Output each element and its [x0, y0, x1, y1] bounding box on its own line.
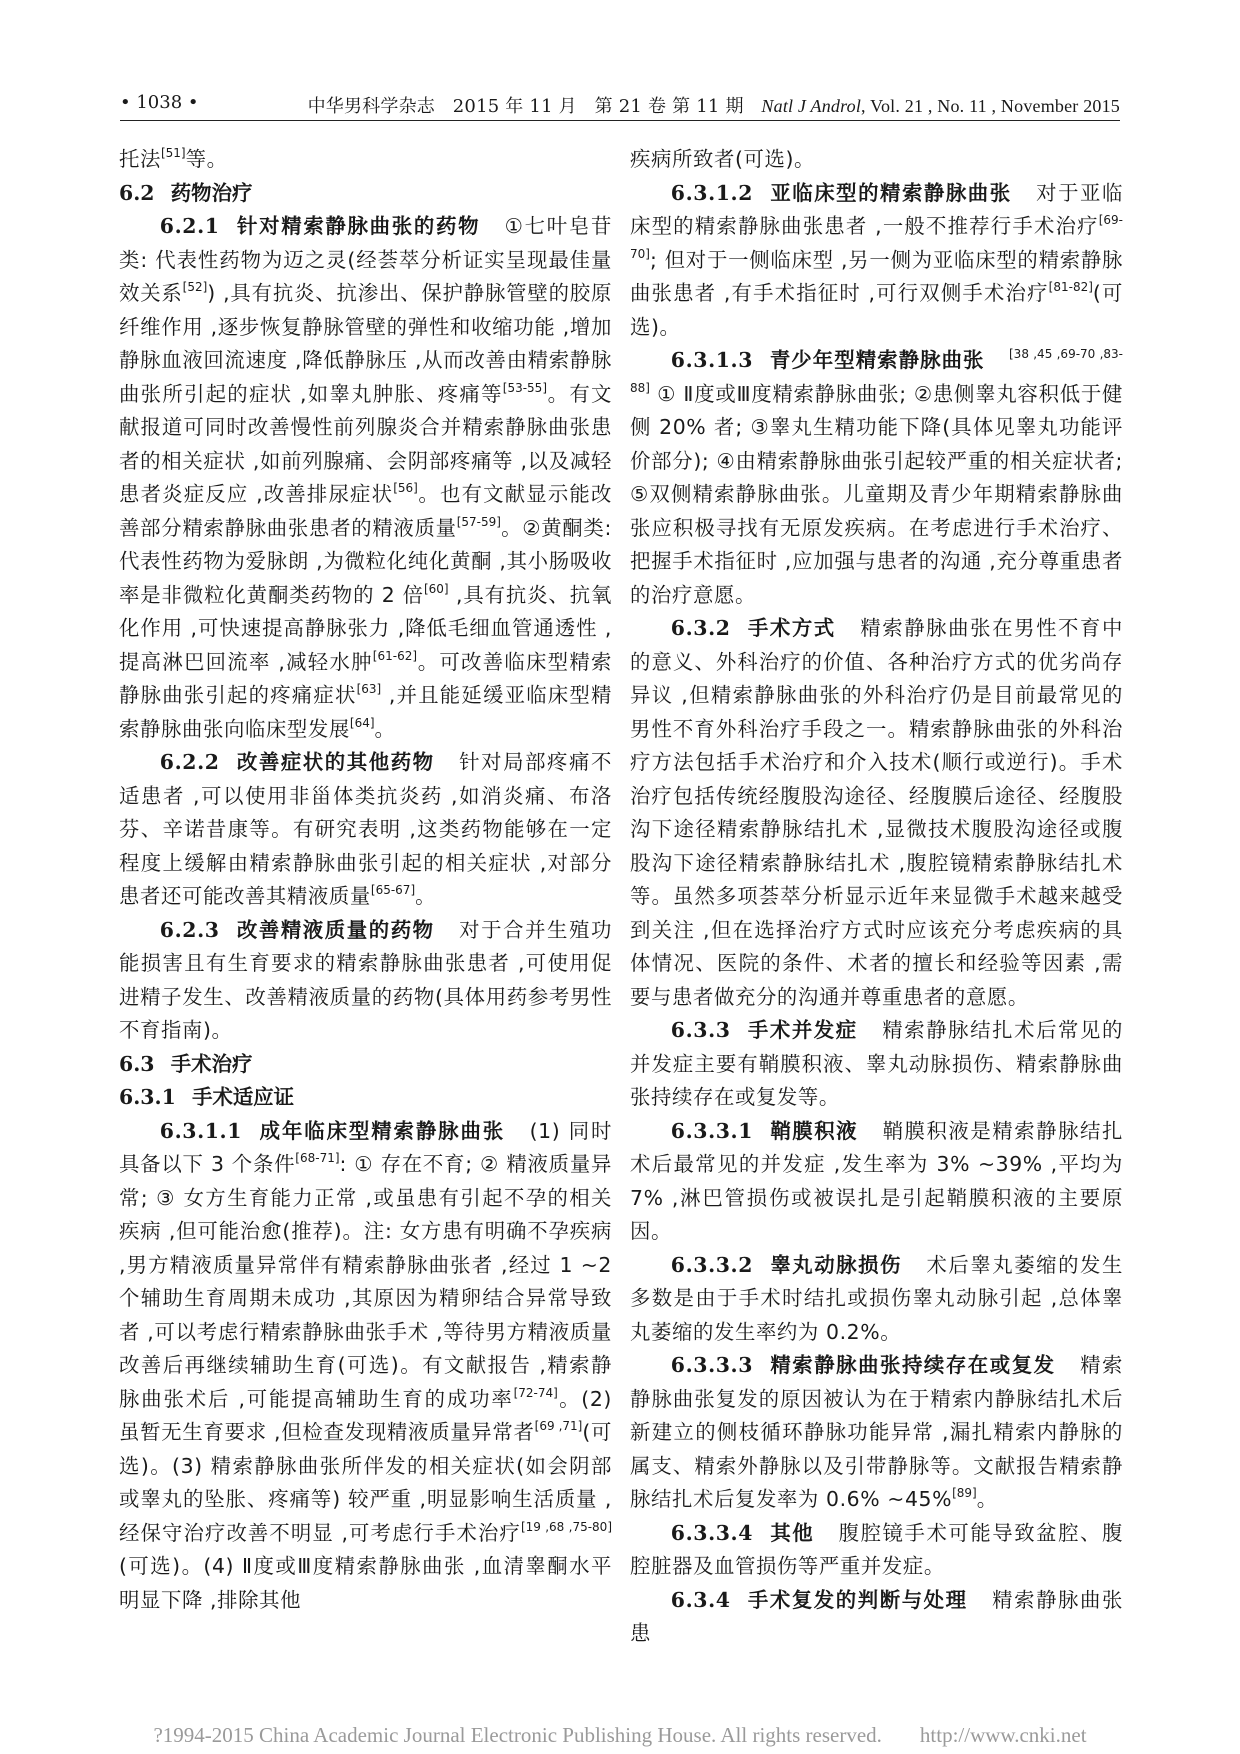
- subsection-number: 6.3.3.4: [670, 1520, 754, 1545]
- citation-ref[interactable]: [61-62]: [372, 648, 418, 663]
- subsection-number: 6.3.3: [670, 1018, 731, 1042]
- subsection-number: 6.3.3.2: [670, 1252, 754, 1277]
- text-run: (1) 同时具备以下 3 个条件: [119, 1118, 613, 1176]
- citation-ref[interactable]: [63]: [356, 682, 382, 696]
- volume-issue-en: , Vol. 21 , No. 11 , November 2015: [861, 96, 1120, 116]
- text-run: ① Ⅱ度或Ⅲ度精索静脉曲张; ②患侧睾丸容积低于健侧 20% 者; ③睾丸生精功能下降(具体见睾丸功能评价部分); ④由精索静脉曲张引起较严重的相关症状者; ⑤双侧精索静脉曲张。儿童期及青少年期精索静脉曲张应积极寻找有无原发疾病。在考虑进行手术治疗、把握手术指征时 ,应加强与患者的沟通 ,充分尊重患者的治疗意愿。: [630, 381, 1123, 607]
- copyright-text: ?1994-2015 China Academic Journal Electronic Publishing House. All rights reserved.: [153, 1723, 882, 1747]
- citation-ref[interactable]: [89]: [952, 1486, 977, 1500]
- section-title: 药物治疗: [170, 180, 253, 205]
- subsection-number: 6.3.3.3: [670, 1353, 754, 1377]
- subsection-title: 其他: [769, 1520, 815, 1545]
- text-run: 疾病所致者(可选)。: [630, 147, 816, 171]
- body-paragraph: [119, 914, 612, 1048]
- section-number: 6.2: [119, 180, 155, 205]
- body-paragraph: [630, 1014, 1123, 1115]
- citation-ref[interactable]: [64]: [349, 715, 375, 730]
- body-paragraph: [630, 1584, 1123, 1651]
- body-paragraph: [119, 143, 612, 177]
- body-paragraph: [630, 1517, 1123, 1584]
- subsection-title: 亚临床型的精索静脉曲张: [769, 180, 1012, 205]
- text-run: 腹腔镜手术可能导致盆腔、腹腔脏器及血管损伤等严重并发症。: [630, 1520, 1123, 1578]
- section-heading: [119, 1081, 612, 1115]
- citation-ref[interactable]: [19 ,68 ,75-80]: [520, 1519, 612, 1534]
- subsection-title: 改善精液质量的药物: [235, 917, 435, 942]
- text-run: 对于合并生殖功能损害且有生育要求的精索静脉曲张患者 ,可使用促进精子发生、改善精液质量的药物(具体用药参考男性不育指南)。: [119, 917, 612, 1042]
- citation-ref[interactable]: [65-67]: [370, 883, 416, 897]
- running-header: [120, 86, 1120, 121]
- text-run: 等。: [185, 147, 228, 171]
- subsection-title: 鞘膜积液: [769, 1118, 859, 1143]
- text-run: 对于亚临床型的精索静脉曲张患者 ,一般不推荐行手术治疗: [630, 180, 1123, 238]
- body-paragraph: [630, 143, 1123, 177]
- citation-ref[interactable]: [57-59]: [456, 514, 501, 529]
- subsection-title: 青少年型精索静脉曲张: [769, 348, 985, 372]
- text-run: ) ,具有抗炎、抗渗出、保护静脉管壁的胶原纤维作用 ,逐步恢复静脉管壁的弹性和收缩功能 ,增加静脉血液回流速度 ,降低静脉压 ,从而改善由精索静脉曲张所引起的症状 ,如睾丸肿胀、疼痛等: [119, 281, 612, 406]
- section-heading: [119, 1048, 612, 1082]
- text-run: 精索静脉曲张在男性不育中的意义、外科治疗的价值、各种治疗方式的优劣尚存异议 ,但精索静脉曲张的外科治疗仍是目前最常见的男性不育外科治疗手段之一。精索静脉曲张的外科治疗方法包括手术治疗和介入技术(顺行或逆行)。手术治疗包括传统经腹股沟途径、经腹膜后途径、经腹股沟下途径精索静脉结扎术 ,显微技术腹股沟途径或腹股沟下途径精索静脉结扎术 ,腹腔镜精索静脉结扎术等。虽然多项荟萃分析显示近年来显微手术越来越受到关注 ,但在选择治疗方式时应该充分考虑疾病的具体情况、医院的条件、术者的擅长和经验等因素 ,需要与患者做充分的沟通并尊重患者的意愿。: [630, 616, 1123, 1009]
- text-run: 。: [374, 716, 396, 741]
- body-paragraph: [119, 746, 612, 914]
- citation-ref[interactable]: [69 ,71]: [534, 1419, 583, 1433]
- text-run: 托法: [119, 147, 161, 171]
- text-run: 。: [976, 1487, 998, 1511]
- page-number: • 1038 •: [120, 92, 199, 113]
- text-run: 。也有文献显示能改善部分精索静脉曲张患者的精液质量: [119, 482, 612, 540]
- text-run: 针对局部疼痛不适患者 ,可以使用非甾体类抗炎药 ,如消炎痛、布洛芬、辛诺昔康等。有研究表明 ,这类药物能够在一定程度上缓解由精索静脉曲张引起的相关症状 ,对部分患者还可能改善其精液质量: [119, 750, 612, 908]
- section-heading: [119, 177, 612, 211]
- copyright-footer: [0, 1723, 1240, 1748]
- text-run: (可选)。(4) Ⅱ度或Ⅲ度精索静脉曲张 ,血清睾酮水平明显下降 ,排除其他: [119, 1554, 612, 1612]
- journal-name-cn: 中华男科学杂志: [307, 96, 436, 117]
- section-number: 6.3: [119, 1051, 155, 1076]
- citation-ref[interactable]: [60]: [423, 581, 449, 596]
- text-run: (可选)。(3) 精索静脉曲张所伴发的相关症状(如会阴部或睾丸的坠胀、疼痛等) 较严重 ,明显影响生活质量 ,经保守治疗改善不明显 ,可考虑行手术治疗: [119, 1420, 613, 1545]
- subsection-number: 6.3.1.1: [159, 1118, 243, 1143]
- section-title: 手术治疗: [170, 1051, 253, 1076]
- subsection-title: 精索静脉曲张持续存在或复发: [769, 1353, 1056, 1377]
- subsection-number: 6.3.1.3: [670, 348, 754, 372]
- body-paragraph: [119, 1115, 612, 1618]
- subsection-number: 6.2.3: [159, 917, 220, 942]
- journal-name-en: Natl J Androl: [761, 96, 862, 116]
- left-column: [119, 143, 612, 1617]
- footer-url: http://www.cnki.net: [919, 1723, 1087, 1747]
- text-run: 。②黄酮类: 代表性药物为爱脉朗 ,为微粒化纯化黄酮 ,其小肠吸收率是非微粒化黄酮类药物的 2 倍: [119, 515, 612, 607]
- text-run: 。有文献报道可同时改善慢性前列腺炎合并精索静脉曲张患者的相关症状 ,如前列腺痛、会阴部疼痛等 ,以及减轻患者炎症反应 ,改善排尿症状: [119, 381, 612, 506]
- text-run: 。: [415, 884, 437, 908]
- text-run: : ① 存在不育; ② 精液质量异常; ③ 女方生育能力正常 ,或虽患有引起不孕的相关疾病 ,但可能治愈(推荐)。注: 女方患有明确不孕疾病 ,男方精液质量异常伴有精索静脉曲张者 ,经过 1 ~2 个辅助生育周期未成功 ,其原因为精卵结合异常导致者 ,可以考虑行精索静脉曲张手术 ,等待男方精液质量改善后再继续辅助生育(可选)。有文献报告 ,精索静脉曲张术后 ,可能提高辅助生育的成功率: [119, 1152, 612, 1411]
- text-run: 精索静脉结扎术后常见的并发症主要有鞘膜积液、睾丸动脉损伤、精索静脉曲张持续存在或复发等。: [630, 1018, 1124, 1109]
- subsection-title: 手术并发症: [746, 1018, 858, 1042]
- citation-ref[interactable]: [56]: [393, 481, 418, 495]
- subsection-number: 6.3.3.1: [670, 1118, 754, 1143]
- body-paragraph: [119, 210, 612, 746]
- body-paragraph: [630, 177, 1123, 345]
- citation-ref[interactable]: [52]: [182, 280, 208, 294]
- text-run: ; 但对于一侧临床型 ,另一侧为亚临床型的精索静脉曲张患者 ,有手术指征时 ,可行双侧手术治疗: [630, 247, 1123, 305]
- subsection-title: 睾丸动脉损伤: [769, 1252, 902, 1277]
- subsection-title: 手术复发的判断与处理: [746, 1587, 968, 1612]
- citation-ref[interactable]: [72-74]: [513, 1385, 558, 1400]
- text-run: ,具有抗炎、抗氧化作用 ,可快速提高静脉张力 ,降低毛细血管通透性 ,提高淋巴回流率 ,减轻水肿: [119, 582, 612, 674]
- body-paragraph: [630, 612, 1123, 1014]
- right-column: [630, 143, 1123, 1651]
- subsection-title: 改善症状的其他药物: [235, 750, 435, 774]
- citation-ref[interactable]: [53-55]: [502, 380, 547, 395]
- body-paragraph: [630, 344, 1123, 612]
- text-run: 。可改善临床型精索静脉曲张引起的疼痛症状: [119, 649, 612, 707]
- subsection-number: 6.3.2: [670, 616, 731, 640]
- text-run: 精索静脉曲张复发的原因被认为在于精索内静脉结扎术后新建立的侧枝循环静脉功能异常 ,漏扎精索内静脉的属支、精索外静脉以及引带静脉等。文献报告精索静脉结扎术后复发率为 0.6% ~45%: [630, 1353, 1123, 1511]
- body-paragraph: [630, 1349, 1123, 1517]
- text-run: ①七叶皂苷类: 代表性药物为迈之灵(经荟萃分析证实呈现最佳量效关系: [119, 214, 612, 305]
- subsection-number: 6.2.1: [159, 214, 220, 238]
- section-number: 6.3.1: [119, 1085, 176, 1109]
- issue-date-cn: 2015 年 11 月: [452, 96, 577, 117]
- citation-ref[interactable]: [81-82]: [1048, 280, 1093, 294]
- text-run: (可选)。: [630, 281, 1124, 339]
- journal-info: [308, 92, 1120, 118]
- subsection-title: 成年临床型精索静脉曲张: [258, 1118, 506, 1143]
- subsection-title: 针对精索静脉曲张的药物: [235, 214, 481, 238]
- text-run: 鞘膜积液是精索静脉结扎术后最常见的并发症 ,发生率为 3% ~39% ,平均为 7% ,淋巴管损伤或被误扎是引起鞘膜积液的主要原因。: [630, 1118, 1123, 1243]
- citation-ref[interactable]: [69-70]: [630, 213, 1123, 261]
- subsection-title: 手术方式: [746, 616, 836, 640]
- body-paragraph: [630, 1249, 1123, 1350]
- citation-ref[interactable]: [51]: [160, 146, 186, 160]
- volume-issue-cn: 第 21 卷 第 11 期: [594, 96, 744, 117]
- text-run: 精索静脉曲张患: [630, 1587, 1123, 1645]
- citation-ref[interactable]: [68-71]: [295, 1151, 340, 1165]
- body-paragraph: [630, 1115, 1123, 1249]
- text-run: 术后睾丸萎缩的发生多数是由于手术时结扎或损伤睾丸动脉引起 ,总体睾丸萎缩的发生率约为 0.2%。: [630, 1252, 1123, 1344]
- text-run: 。(2) 虽暂无生育要求 ,但检查发现精液质量异常者: [119, 1386, 612, 1444]
- subsection-number: 6.3.4: [670, 1587, 731, 1612]
- citation-ref[interactable]: [38 ,45 ,69-70 ,83-88]: [630, 347, 1124, 395]
- section-title: 手术适应证: [192, 1085, 295, 1109]
- subsection-number: 6.2.2: [159, 750, 220, 774]
- text-run: ,并且能延缓亚临床型精索静脉曲张向临床型发展: [119, 683, 612, 741]
- subsection-number: 6.3.1.2: [670, 180, 754, 205]
